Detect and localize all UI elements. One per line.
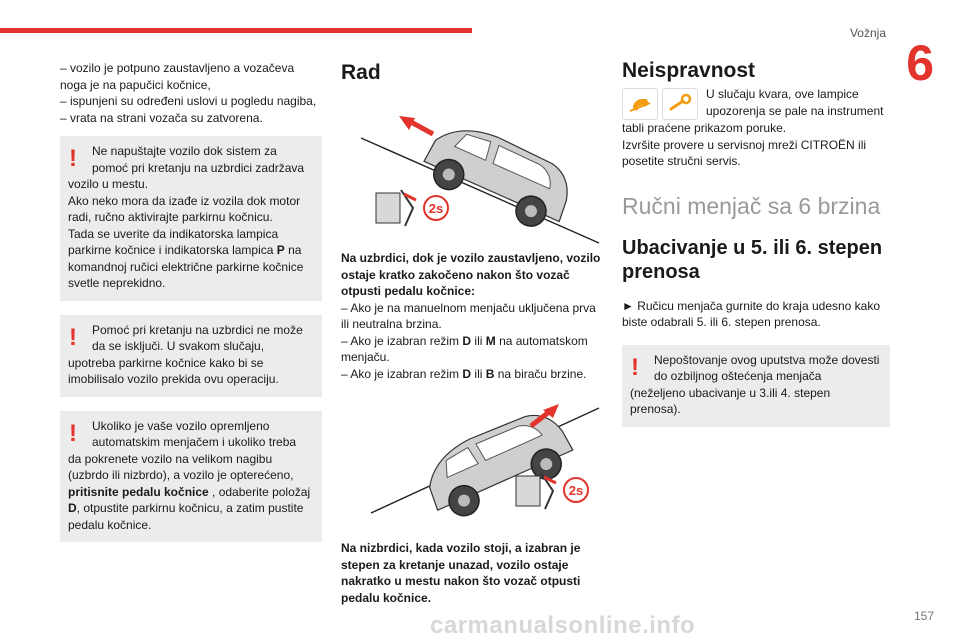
warning-text: Ne napuštajte vozilo dok sistem za pomoć pri kretanju na uzbrdici zadržava [92, 144, 305, 175]
uphill-car-illustration [341, 98, 603, 248]
column-1 [60, 60, 322, 542]
hill-assist-warning-icon [622, 88, 658, 120]
watermark: carmanualsonline.info [430, 612, 696, 639]
timer-badge: 2s [428, 201, 444, 216]
header-accent-bar [0, 28, 472, 33]
column-2 [341, 60, 603, 606]
page-number: 157 [913, 609, 934, 623]
warning-box [622, 345, 890, 427]
warning-box [60, 411, 322, 543]
downhill-car-illustration [341, 398, 603, 528]
warning-text: Ako neko mora da izađe iz vozila dok motor radi, ručno aktivirajte parkirnu kočnicu. [68, 193, 301, 224]
instruction-text: ► Ručicu menjača gurnite do kraja udesno kako biste odabrali 5. ili 6. stepen prenosa. [622, 298, 881, 329]
warning-exclamation-icon: ! [69, 145, 77, 172]
uphill-caption: Na uzbrdici, dok je vozilo zaustavljeno, vozilo ostaje kratko zakočeno nakon što vozač otpusti pedalu kočnice: [341, 251, 601, 298]
warning-box [60, 136, 322, 301]
list-item: – vozilo je potpuno zaustavljeno a vozačeva noga je na papučici kočnice, [60, 61, 295, 92]
warning-exclamation-icon: ! [631, 353, 639, 381]
warning-box [60, 315, 322, 397]
brake-pedal-icon [516, 473, 556, 509]
downhill-caption: Na nizbrdici, kada vozilo stoji, a izabran je stepen za kretanje unazad, vozilo ostaje nakratko u mestu nakon što vozač otpusti pedalu kočnice. [341, 541, 581, 605]
list-item: – Ako je izabran režim D ili M na automatskom menjaču. [341, 333, 588, 364]
fault-text: Izvršite provere u servisnoj mreži CITROËN ili posetite stručni servis. [622, 137, 867, 168]
fault-text: tabli praćene prikazom poruke. [622, 121, 787, 135]
service-wrench-icon [662, 88, 698, 120]
section-heading-gearbox: Ručni menjač sa 6 brzina [622, 192, 881, 219]
section-heading: Rad [341, 61, 381, 84]
warning-text: upotreba parkirne kočnice kako bi se imobilisalo vozilo prekida ovu operaciju. [68, 355, 279, 386]
subsection-heading: Ubacivanje u 5. ili 6. stepen prenosa [622, 236, 883, 283]
timer-badge: 2s [568, 483, 584, 498]
warning-lamp-icons [622, 88, 698, 120]
warning-text: Pomoć pri kretanju na uzbrdici ne može da se isključi. U svakom slučaju, [92, 322, 303, 353]
warning-text: da pokrenete vozilo na velikom nagibu (uzbrdo ili nizbrdo), a vozilo je opterećeno, pritisnite pedalu kočnice , odaberite položaj D, otpustite parkirnu kočnicu, a zatim pustite pedalu kočnice. [68, 451, 311, 532]
list-item: – Ako je izabran režim D ili B na biraču brzine. [341, 366, 587, 381]
list-item: – Ako je na manuelnom menjaču uključena prva ili neutralna brzina. [341, 300, 596, 331]
section-title: Vožnja [849, 26, 886, 40]
section-heading: Neispravnost [622, 59, 756, 82]
fault-text: U slučaju kvara, ove lampice upozorenja se pale na instrument [706, 87, 884, 118]
warning-text: vozilo u mestu. [68, 177, 149, 191]
warning-exclamation-icon: ! [69, 323, 77, 351]
brake-pedal-icon [376, 190, 416, 226]
chapter-number: 6 [906, 35, 934, 91]
warning-text: Ukoliko je vaše vozilo opremljeno automatskim menjačem i ukoliko treba [92, 418, 297, 449]
warning-text: (neželjeno ubacivanje u 3.ili 4. stepen prenosa). [630, 385, 831, 416]
column-3 [622, 58, 890, 427]
fault-section [622, 84, 890, 170]
warning-text: Tada se uverite da indikatorska lampica parkirne kočnice i indikatorska lampica P na komandnoj ručici električne parkirne kočnice svetle neprekidno. [68, 226, 304, 290]
warning-text: Nepoštovanje ovog uputstva može dovesti do ozbiljnog oštećenja menjača [654, 352, 880, 383]
list-item: – vrata na strani vozača su zatvorena. [60, 110, 263, 125]
warning-exclamation-icon: ! [69, 419, 77, 447]
list-item: – ispunjeni su određeni uslovi u pogledu nagiba, [60, 94, 317, 108]
